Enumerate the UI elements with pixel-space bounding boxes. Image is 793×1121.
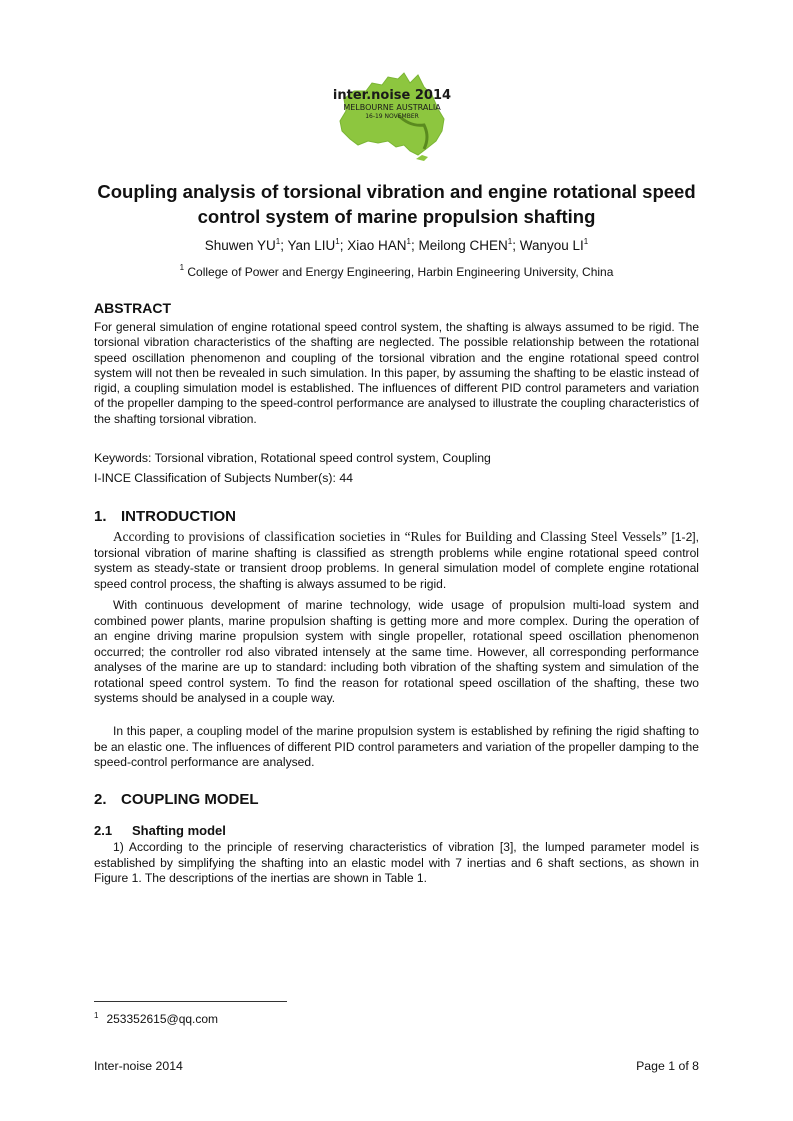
title-line-1: Coupling analysis of torsional vibration and engine rotational speed (97, 181, 696, 202)
affiliation: $^1$ College of Power and Energy Engineering, Harbin Engineering University, China (179, 263, 614, 279)
logo-dates: 16-19 NOVEMBER (365, 113, 419, 120)
intro-paragraph-3: In this paper, a coupling model of the marine propulsion system is established by refining the rigid shafting to be an elastic one. The influences of different PID control parameters and variation of the propeller damping to the speed-control performance are analysed. (94, 724, 699, 769)
subsection-2-1-heading: 2.1 Shafting model (94, 823, 226, 838)
abstract-heading: ABSTRACT (94, 300, 171, 316)
footer-conference: Inter-noise 2014 (94, 1059, 183, 1073)
author: Wanyou $LI^1$ (519, 237, 589, 253)
author: Meilong CHEN$^1$; (418, 237, 520, 253)
title-line-2: control system of marine propulsion shafting (197, 206, 596, 227)
australia-map-icon (326, 65, 458, 165)
paper-title (60, 179, 733, 229)
section-1-heading: 1. INTRODUCTION (94, 508, 236, 525)
page-number: Page 1 of 8 (636, 1059, 699, 1073)
author: Xiao HAN$^1$; (347, 237, 419, 253)
keywords: Keywords: Torsional vibration, Rotational speed control system, Coupling (94, 451, 491, 465)
author: Shuwen $YU^1$; (204, 237, 288, 253)
logo-location: MELBOURNE AUSTRALIA (343, 103, 441, 112)
classification: I-INCE Classification of Subjects Number(s): 44 (94, 471, 354, 485)
intro-paragraph-2: With continuous development of marine technology, wide usage of propulsion multi-load system and combined power plants, marine propulsion shafting is getting more and more complex. During the operation of an engine driving marine propulsion system with single propeller, rotational speed oscillation phenomenon occurred; the controller rod also vibrated intensely at the same time. However, all corresponding performance analyses of the marine are up to standard: including both vibration of the shafting system and simulation of the rotational speed control system. To find the reason for rotational speed oscillation of the shafting, these two systems should be analysed in a couple way. (94, 598, 699, 705)
conference-logo (326, 65, 458, 165)
abstract-text: For general simulation of engine rotational speed control system, the shafting is always assumed to be rigid. The torsional vibration characteristics of the shafting are neglected. The possible relationship between the rotational speed oscillation phenomenon and coupling of the torsional vibration and the engine rotational speed control system will not then be revealed in such simulation. In this paper, by assuming the shafting to be elastic instead of rigid, a coupling simulation model is established. The influences of different PID control parameters and variation of the propeller damping to the speed-control performance are analysed to illustrate the coupling characteristics of the shafting torsional vibration. (94, 320, 699, 426)
footnote-divider (94, 1001, 287, 1002)
author-list (60, 237, 733, 255)
logo-title: inter.noise 2014 (332, 88, 452, 103)
footnote: $^1$ 253352615@qq.com (94, 1011, 219, 1026)
shafting-paragraph: 1) According to the principle of reserving characteristics of vibration [3], the lumped parameter model is established by simplifying the shafting into an elastic model with 7 inertias and 6 shaft sections, as shown in Figure 1. The descriptions of the inertias are shown in Table 1. (94, 840, 699, 885)
section-2-heading: 2. COUPLING MODEL (94, 791, 259, 808)
author: Yan LIU$^1$; (287, 237, 348, 253)
intro-paragraph-1: According to provisions of classification societies in “Rules for Building and Classing Steel Vessels” [1-2], torsional vibration of marine shafting is classified as strength problems while engine rotational speed control system as steady-state or transient droop problems. In general simulation model of complete engine rotational speed control process, the shafting is always assumed to be rigid. (94, 529, 700, 591)
